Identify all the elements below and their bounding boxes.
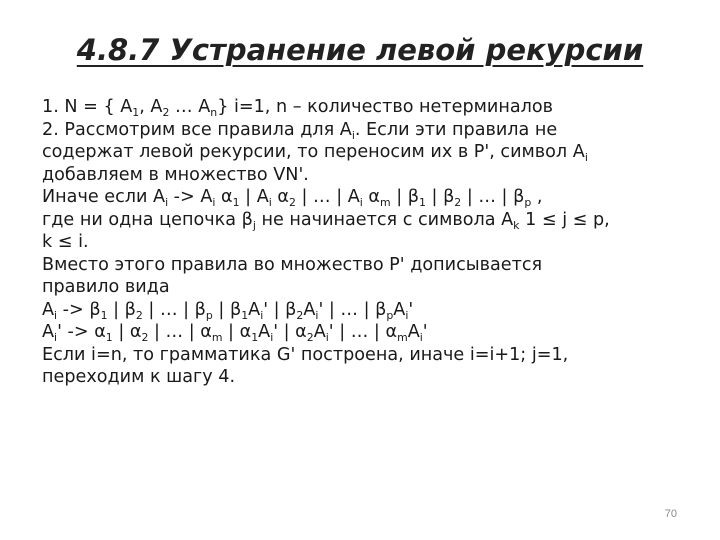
subscript: i — [54, 330, 58, 344]
subscript: m — [211, 330, 223, 344]
slide-title-text: 4.8.7 Устранение левой рекурсии — [76, 33, 644, 67]
subscript: 2 — [135, 308, 143, 322]
text-run: Если i=n, то грамматика G' построена, иначе i=i+1; j=1, — [42, 344, 569, 365]
text-run: | … | β — [461, 187, 525, 207]
subscript: i — [315, 308, 319, 322]
subscript: i — [165, 195, 169, 209]
text-run: ' | … | α — [328, 322, 398, 342]
text-run: переходим к шагу 4. — [42, 367, 236, 387]
subscript: i — [212, 195, 216, 209]
subscript: m — [397, 330, 408, 344]
subscript: 2 — [296, 308, 304, 322]
text-run: 2. Рассмотрим все правила для A — [42, 119, 352, 140]
subscript: 1 — [132, 105, 140, 119]
body-line — [42, 119, 692, 142]
text-run: ' | β — [263, 299, 297, 320]
subscript: i — [359, 195, 363, 209]
text-run: -> β — [57, 299, 101, 320]
subscript: 2 — [306, 330, 314, 344]
text-run: | A — [239, 187, 269, 207]
text-run: | α — [222, 322, 252, 342]
text-run: A — [303, 299, 316, 320]
text-run: A — [407, 322, 420, 342]
text-run: A — [42, 322, 55, 342]
subscript: 2 — [454, 195, 462, 209]
subscript: i — [584, 150, 588, 164]
subscript: 2 — [141, 330, 149, 344]
subscript: 1 — [232, 195, 240, 209]
text-run: правило вида — [42, 277, 170, 297]
text-run: ' | α — [273, 322, 307, 342]
text-run: | … | α — [148, 322, 212, 342]
subscript: 1 — [251, 330, 259, 344]
text-run: , — [531, 187, 543, 207]
text-run: | β — [390, 187, 419, 207]
text-run: -> A — [168, 187, 213, 207]
subscript: i — [268, 195, 272, 209]
subscript: k — [513, 218, 520, 232]
text-run: | … | A — [295, 187, 360, 207]
subscript: i — [325, 330, 329, 344]
subscript: 1 — [419, 195, 426, 209]
text-run: | α — [112, 322, 142, 342]
text-run: добавляем в множество VN'. — [42, 164, 309, 185]
slide-body — [42, 96, 692, 389]
subscript: i — [270, 330, 274, 344]
subscript: i — [54, 308, 58, 322]
text-run: ' | … | β — [318, 299, 387, 320]
text-run: A — [42, 299, 55, 320]
body-line — [42, 141, 692, 164]
body-line — [42, 321, 692, 344]
text-run: | β — [212, 299, 242, 320]
subscript: i — [405, 308, 409, 322]
text-run: ' — [408, 299, 414, 320]
subscript: j — [252, 218, 256, 232]
body-line — [42, 96, 692, 119]
text-run: A — [258, 322, 271, 342]
subscript: n — [210, 105, 218, 119]
slide-title — [0, 30, 720, 70]
text-run: k ≤ i. — [42, 232, 89, 252]
subscript: 1 — [100, 308, 108, 322]
body-line — [42, 231, 692, 254]
subscript: 1 — [105, 330, 113, 344]
text-run: 1 ≤ j ≤ p, — [519, 209, 610, 230]
body-line — [42, 344, 692, 367]
text-run: 1. N = { A — [42, 97, 133, 117]
body-line — [42, 209, 692, 232]
text-run: α — [215, 187, 233, 207]
text-run: A — [313, 322, 326, 342]
text-run: не начинается с символа A — [255, 209, 514, 230]
body-line — [42, 276, 692, 299]
subscript: 2 — [162, 105, 170, 119]
text-run: , A — [139, 97, 163, 117]
text-run: … A — [169, 97, 211, 117]
text-run: α — [362, 187, 381, 207]
body-line — [42, 164, 692, 187]
page-number: 70 — [664, 508, 677, 520]
subscript: i — [260, 308, 264, 322]
subscript: p — [205, 308, 213, 322]
text-run: | … | β — [142, 299, 206, 320]
body-line — [42, 366, 692, 389]
text-run: . Если эти правила не — [354, 119, 558, 140]
subscript: m — [380, 195, 391, 209]
text-run: A — [248, 299, 261, 320]
body-line — [42, 254, 692, 277]
subscript: i — [419, 330, 423, 344]
text-run: | β — [107, 299, 136, 320]
subscript: i — [351, 128, 355, 142]
text-run: где ни одна цепочка β — [42, 209, 253, 230]
text-run: | β — [425, 187, 455, 207]
subscript: 2 — [288, 195, 296, 209]
text-run: содержат левой рекурсии, то переносим их в P', символ A — [42, 142, 585, 162]
text-run: } i=1, n – количество нетерминалов — [217, 97, 553, 117]
subscript: p — [386, 308, 394, 322]
text-run: A — [393, 299, 406, 320]
subscript: p — [524, 195, 532, 209]
body-line — [42, 186, 692, 209]
text-run: ' — [422, 322, 428, 342]
text-run: Вместо этого правила во множество P' дописывается — [42, 254, 543, 275]
text-run: Иначе если A — [42, 187, 166, 207]
body-line — [42, 299, 692, 322]
subscript: 1 — [241, 308, 249, 322]
text-run: ' -> α — [57, 322, 106, 342]
text-run: α — [271, 187, 289, 207]
